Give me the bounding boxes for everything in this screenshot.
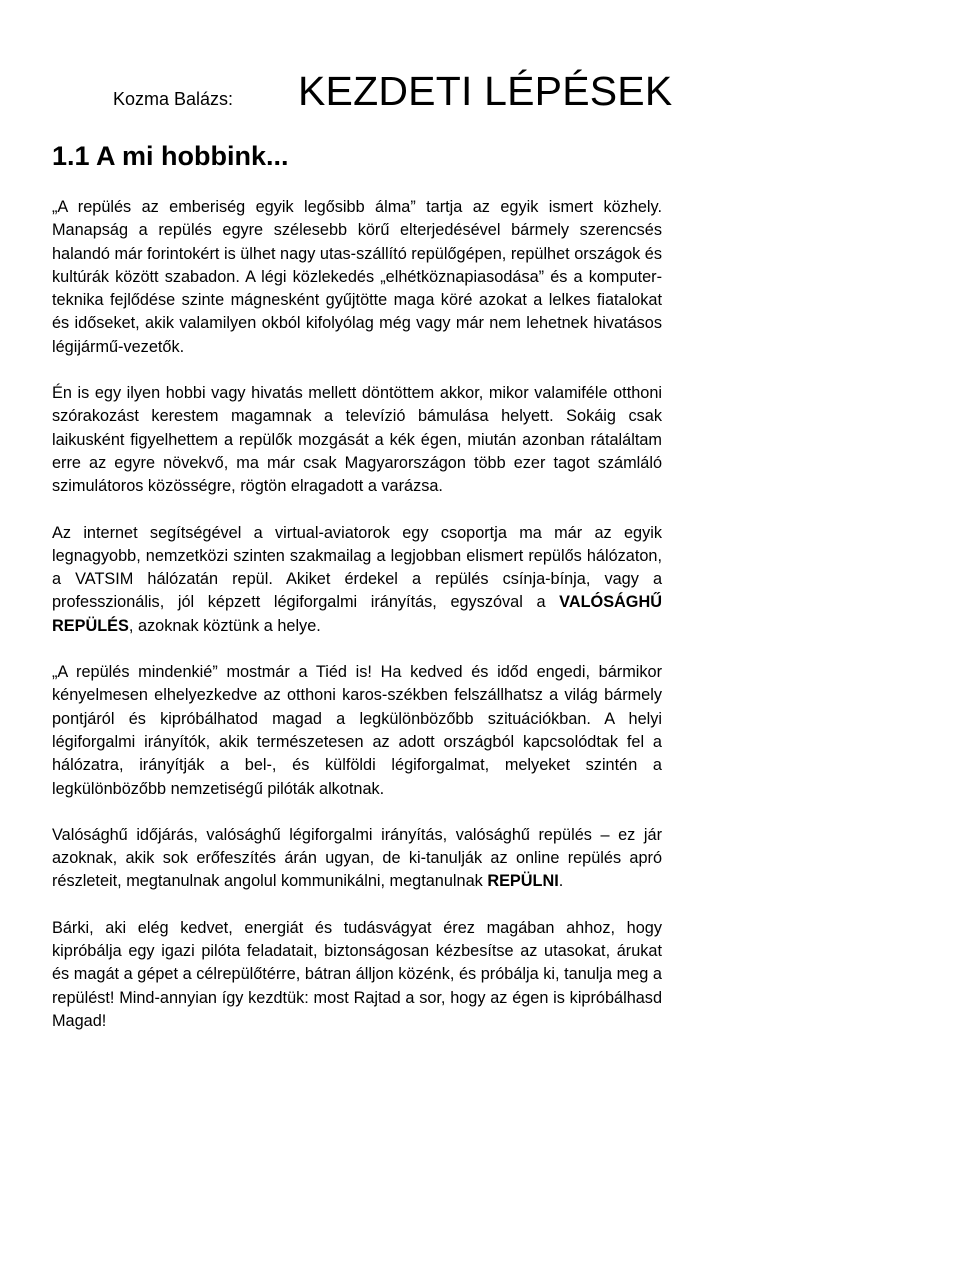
paragraph-5-emphasis: REPÜLNI [487,872,559,891]
paragraph-1: „A repülés az emberiség egyik legősibb álma” tartja az egyik ismert közhely. Manapság a repülés egyre szélesebb körű elterjedésével bármely szerencsés halandó már forintokért is ülhet nagy utas-szállító repülőgépen, repülhet országok és kultúrák között szabadon. A légi közlekedés „elhétköznapiasodása” és a komputer-teknika fejlődése szinte mágnesként gyűjtötte maga köré azokat a lelkes fiatalokat és időseket, akik valamilyen okból kifolyólag még vagy már nem lehetnek hivatásos légijármű-vezetők. [52,198,662,356]
author-name: Kozma Balázs: [113,89,234,109]
paragraph-5-ending: . [558,872,564,891]
paragraph-5-text: Valósághű időjárás, valósághű légiforgalmi irányítás, valósághű repülés – ez jár azoknak, akik sok erőfeszítés árán ugyan, de ki-tanulják az online repülés apró részleteit, megtanulnak angolul kommunikálni, megtanulnak [52,825,662,891]
paragraph-4: „A repülés mindenkié” mostmár a Tiéd is! Ha kedved és időd engedi, bármikor kényelmesen elhelyezkedve az otthoni karos-székben felszállhatsz a világ bármely pontjáról és kipróbálhatod magad a legkülönbözőbb szituációkban. A helyi légiforgalmi irányítók, akik természetesen az adott országból kapcsolódtak fel a hálózatra, irányítják a bel-, és külföldi légiforgalmat, melyeket szintén a legkülönbözőbb nemzetiségű pilóták alkotnak. [52,663,662,798]
paragraph-3 [52,522,662,638]
paragraph-2: Én is egy ilyen hobbi vagy hivatás mellett döntöttem akkor, mikor valamiféle otthoni szórakozást kerestem magamnak a televízió bámulása helyett. Sokáig csak laikusként figyelhettem a repülők mozgását a kék égen, miután azonban rátaláltam erre az egyre növekvő, ma már csak Magyarországon több ezer tagot számláló szimulátoros közösségre, rögtön elragadott a varázsa. [52,384,662,496]
article-body [52,196,662,1033]
paragraph-3-ending: , azoknak köztünk a helye. [128,616,321,635]
paragraph-5 [52,824,662,894]
paragraph-3-text: Az internet segítségével a virtual-aviatorok egy csoportja ma már az egyik legnagyobb, nemzetközi szinten szakmailag a legjobban elismert repülős hálózaton, a VATSIM hálózatán repül. Akiket érdekel a repülés csínja-bínja, vagy a professzionális, jól képzett légiforgalmi irányítás, egyszóval a [52,523,662,612]
paragraph-6: Bárki, aki elég kedvet, energiát és tudásvágyat érez magában ahhoz, hogy kipróbálja egy igazi pilóta feladatait, biztonságosan kézbesítse az utasokat, árukat és magát a gépet a célrepülőtérre, bátran álljon közénk, és próbálja ki, tanulja meg a repülést! Mind-annyian így kezdtük: most Rajtad a sor, hogy az égen is kipróbálhasd Magad! [52,918,662,1030]
section-heading: 1.1 A mi hobbink... [52,141,289,171]
paragraph-3-emphasis: VALÓSÁGHŰ REPÜLÉS [52,593,662,635]
page-title: KEZDETI LÉPÉSEK [298,68,673,114]
